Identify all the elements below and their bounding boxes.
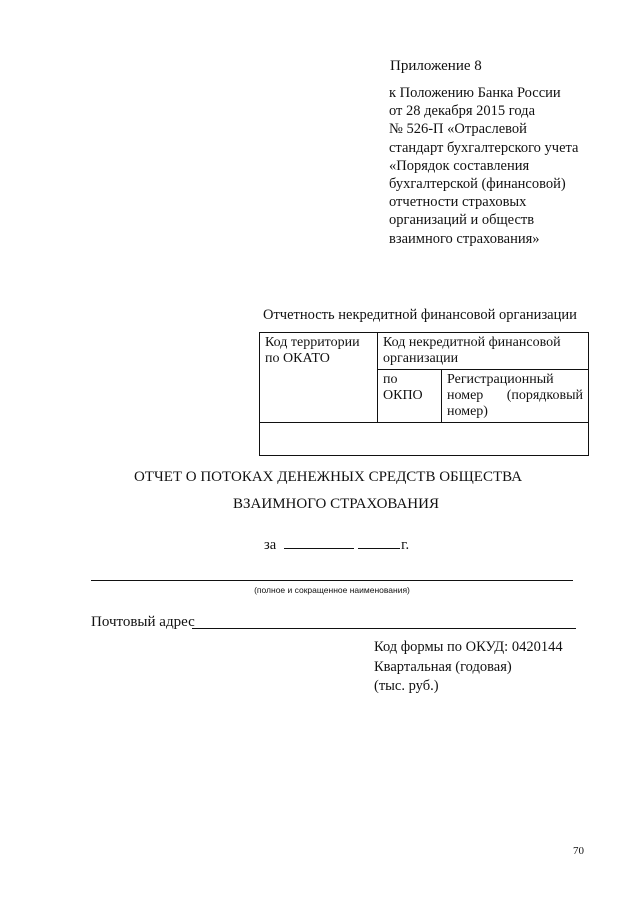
address-line[interactable] bbox=[192, 628, 576, 629]
appendix-line: стандарт бухгалтерского учета bbox=[389, 139, 579, 156]
page-number: 70 bbox=[573, 845, 584, 857]
report-units: (тыс. руб.) bbox=[374, 678, 439, 694]
appendix-line: бухгалтерской (финансовой) bbox=[389, 176, 566, 193]
appendix-line: к Положению Банка России bbox=[389, 85, 561, 101]
reg-number-header: Регистрационный номер (порядковый номер) bbox=[442, 370, 589, 423]
org-name-line[interactable] bbox=[91, 580, 573, 581]
report-period bbox=[264, 536, 409, 554]
form-info bbox=[374, 638, 563, 697]
report-title-line1: ОТЧЕТ О ПОТОКАХ ДЕНЕЖНЫХ СРЕДСТВ ОБЩЕСТВА bbox=[133, 469, 523, 485]
org-name-caption: (полное и сокращенное наименования) bbox=[254, 585, 410, 595]
appendix-line: отчетности страховых bbox=[389, 194, 527, 211]
report-title-line2: ВЗАИМНОГО СТРАХОВАНИЯ bbox=[233, 496, 439, 512]
period-blank-field[interactable] bbox=[284, 536, 354, 549]
okud-code: Код формы по ОКУД: 0420144 bbox=[374, 639, 563, 655]
codes-value-row[interactable] bbox=[260, 423, 589, 456]
appendix-line: «Порядок составления bbox=[389, 157, 530, 174]
report-frequency: Квартальная (годовая) bbox=[374, 658, 512, 675]
appendix-line: от 28 декабря 2015 года bbox=[389, 103, 535, 120]
org-code-header: Код некредитной финансовой организации bbox=[378, 333, 589, 370]
period-prefix: за bbox=[264, 537, 277, 553]
address-label: Почтовый адрес bbox=[91, 614, 195, 630]
org-caption: Отчетность некредитной финансовой организации bbox=[263, 307, 577, 323]
okpo-header: по ОКПО bbox=[378, 370, 442, 423]
appendix-line: № 526-П «Отраслевой bbox=[389, 121, 527, 138]
period-suffix: г. bbox=[401, 537, 410, 553]
appendix-line: взаимного страхования» bbox=[389, 230, 540, 247]
period-year-field[interactable] bbox=[358, 536, 400, 549]
codes-table bbox=[259, 332, 589, 456]
appendix-line: организаций и обществ bbox=[389, 212, 535, 229]
territory-code-header: Код территории по ОКАТО bbox=[260, 333, 378, 423]
appendix-title: Приложение 8 bbox=[390, 58, 482, 74]
appendix-reference bbox=[389, 84, 629, 248]
